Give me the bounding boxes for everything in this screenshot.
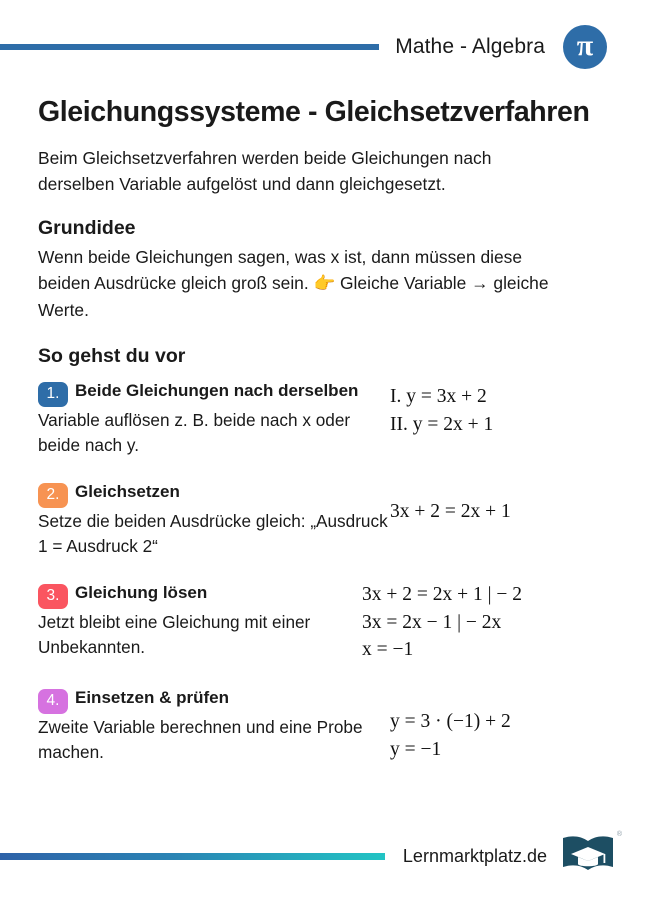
step-title: Gleichung lösen <box>75 583 208 603</box>
step-number-badge: 1. <box>38 382 68 407</box>
step-math-column <box>362 581 607 664</box>
pi-glyph: π <box>576 29 594 62</box>
step-math-column <box>390 686 607 763</box>
math-line: y = −1 <box>390 738 442 760</box>
page-title: Gleichungssysteme - Gleichsetzverfahren <box>38 96 590 128</box>
pointing-hand-icon: 👉 <box>313 273 336 294</box>
math-line: x = −1 <box>362 639 414 661</box>
step-math-column <box>390 480 607 526</box>
registered-mark: ® <box>616 831 622 838</box>
math-line: 3x + 2 = 2x + 1 | − 2 <box>362 584 523 606</box>
step-number-badge: 2. <box>38 483 68 508</box>
step-number-badge: 4. <box>38 689 68 714</box>
step-item <box>38 379 607 458</box>
header-rule <box>0 44 379 50</box>
step-body: Setze die beiden Ausdrücke gleich: „Ausdruck 1 = Ausdruck 2“ <box>38 511 388 557</box>
step-title: Einsetzen & prüfen <box>75 688 229 708</box>
step-title-line <box>38 480 390 508</box>
step-body: Variable auflösen z. B. beide nach x oder beide nach y. <box>38 410 351 456</box>
footer-rule <box>0 853 385 860</box>
step-text-column <box>38 379 390 458</box>
step-item <box>38 581 607 664</box>
lernmarktplatz-logo-icon <box>561 831 622 879</box>
book-graduation-cap-icon <box>561 833 615 879</box>
math-line: I. y = 3x + 2 <box>390 386 487 408</box>
step-title: Beide Gleichungen nach derselben <box>75 381 359 401</box>
steps-list <box>38 379 607 765</box>
section-heading-steps: So gehst du vor <box>38 345 186 368</box>
step-number-badge: 3. <box>38 584 68 609</box>
math-line: II. y = 2x + 1 <box>390 413 494 435</box>
step-text-column <box>38 581 390 660</box>
step-body: Zweite Variable berechnen und eine Probe machen. <box>38 717 363 763</box>
grundidee-text-after: Gleiche Variable → gleiche Werte. <box>38 273 549 320</box>
section-heading-grundidee: Grundidee <box>38 216 136 239</box>
brand-label: Lernmarktplatz.de <box>402 845 547 866</box>
pi-logo-icon <box>563 25 607 69</box>
step-title-line <box>38 686 390 714</box>
step-math-column <box>390 379 607 438</box>
page-header <box>38 8 607 86</box>
math-line: y = 3 · (−1) + 2 <box>390 711 511 733</box>
step-body: Jetzt bleibt eine Gleichung mit einer Unbekannten. <box>38 612 311 657</box>
step-title-line <box>38 379 390 407</box>
grundidee-paragraph <box>38 244 568 323</box>
page-footer <box>0 833 645 879</box>
grundidee-text-before: Wenn beide Gleichungen sagen, was x ist, dann müssen diese beiden Ausdrücke gleich groß sein. <box>38 246 523 294</box>
intro-paragraph: Beim Gleichsetzverfahren werden beide Gleichungen nach derselben Variable aufgelöst und dann gleichgesetzt. <box>38 148 492 195</box>
math-line: 3x + 2 = 2x + 1 <box>390 501 511 523</box>
step-title: Gleichsetzen <box>75 482 180 502</box>
step-item <box>38 686 607 765</box>
step-text-column <box>38 686 390 765</box>
math-line: 3x = 2x − 1 | − 2x <box>362 611 502 633</box>
step-item <box>38 480 607 559</box>
step-text-column <box>38 480 390 559</box>
subject-label: Mathe - Algebra <box>395 35 545 58</box>
step-title-line <box>38 581 390 609</box>
